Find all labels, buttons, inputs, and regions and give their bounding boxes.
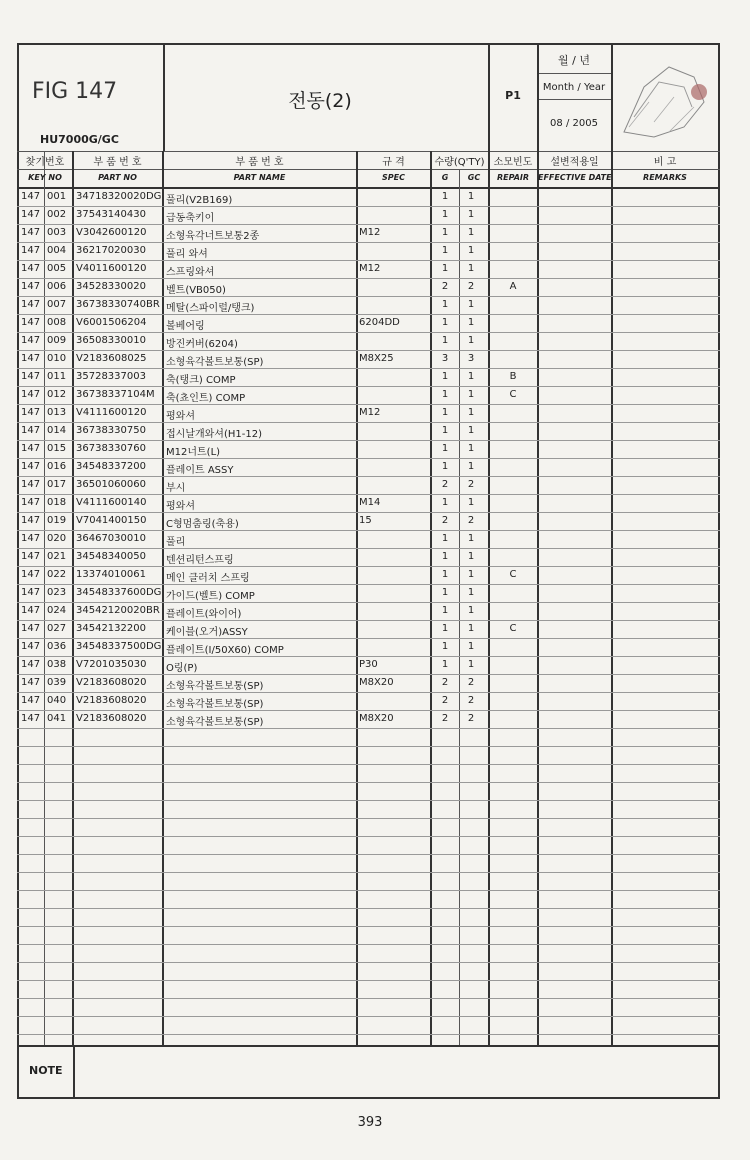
row-line xyxy=(17,890,720,891)
col-rem-kr: 비 고 xyxy=(653,157,677,168)
table-row xyxy=(0,188,750,206)
row-qty-gc: 1 xyxy=(467,407,475,418)
row-qty-gc: 1 xyxy=(467,425,475,436)
row-line xyxy=(17,944,720,945)
month-year-label-kr: 월 / 년 xyxy=(558,54,590,67)
table-row xyxy=(0,584,750,602)
row-part-name: C형멈춤링(축용) xyxy=(166,519,239,530)
row-line xyxy=(17,818,720,819)
table-row xyxy=(0,494,750,512)
table-row xyxy=(0,260,750,278)
row-key: 017 xyxy=(47,479,67,490)
row-line xyxy=(17,764,720,765)
row-part-name: 소형육각너트보통2종 xyxy=(166,231,260,242)
row-part-no: 34542120020BR xyxy=(76,605,160,616)
table-row xyxy=(0,242,750,260)
row-spec: M12 xyxy=(359,227,381,238)
row-spec: M12 xyxy=(359,263,381,274)
month-year-label-en: Month / Year xyxy=(542,82,606,93)
row-line xyxy=(17,926,720,927)
row-key: 003 xyxy=(47,227,67,238)
row-fig: 147 xyxy=(21,317,41,328)
row-part-no: V2183608020 xyxy=(76,713,147,724)
row-key: 002 xyxy=(47,209,67,220)
row-qty-gc: 1 xyxy=(467,263,475,274)
row-qty-g: 1 xyxy=(441,425,449,436)
row-line xyxy=(17,1034,720,1035)
row-fig: 147 xyxy=(21,677,41,688)
row-part-name: 풀리(V2B169) xyxy=(166,195,233,206)
row-line xyxy=(17,980,720,981)
table-row xyxy=(0,440,750,458)
column-header-divider xyxy=(17,169,720,170)
row-qty-g: 1 xyxy=(441,461,449,472)
row-line xyxy=(17,728,720,729)
row-part-no: 35728337003 xyxy=(76,371,146,382)
header-divider xyxy=(17,151,720,152)
row-fig: 147 xyxy=(21,443,41,454)
table-row xyxy=(0,332,750,350)
row-key: 004 xyxy=(47,245,67,256)
row-part-no: V2183608020 xyxy=(76,677,147,688)
row-spec: 6204DD xyxy=(359,317,400,328)
table-row xyxy=(0,620,750,638)
row-fig: 147 xyxy=(21,407,41,418)
row-qty-g: 1 xyxy=(441,569,449,580)
row-fig: 147 xyxy=(21,479,41,490)
row-key: 040 xyxy=(47,695,67,706)
row-line xyxy=(17,1016,720,1017)
row-qty-g: 1 xyxy=(441,335,449,346)
row-key: 020 xyxy=(47,533,67,544)
row-key: 014 xyxy=(47,425,67,436)
row-part-no: 34548337200 xyxy=(76,461,146,472)
row-part-no: 36217020030 xyxy=(76,245,146,256)
row-fig: 147 xyxy=(21,353,41,364)
row-qty-gc: 2 xyxy=(467,479,475,490)
row-fig: 147 xyxy=(21,191,41,202)
row-part-no: 37543140430 xyxy=(76,209,146,220)
row-part-no: 36738330760 xyxy=(76,443,146,454)
row-part-no: V6001506204 xyxy=(76,317,147,328)
row-part-no: 13374010061 xyxy=(76,569,146,580)
table-row xyxy=(0,692,750,710)
page-title: 전동(2) xyxy=(288,90,352,112)
table-row xyxy=(0,350,750,368)
row-key: 007 xyxy=(47,299,67,310)
row-part-name: 소형육각볼트보통(SP) xyxy=(166,357,264,368)
row-line xyxy=(17,962,720,963)
col-gc: GC xyxy=(467,173,481,182)
row-part-name: O링(P) xyxy=(166,663,198,674)
row-spec: P30 xyxy=(359,659,378,670)
note-label: NOTE xyxy=(29,1064,63,1077)
row-part-name: M12너트(L) xyxy=(166,447,221,458)
row-part-name: 텐션리턴스프링 xyxy=(166,555,234,566)
row-part-no: V2183608025 xyxy=(76,353,147,364)
row-qty-g: 1 xyxy=(441,209,449,220)
row-part-no: 36508330010 xyxy=(76,335,146,346)
table-row xyxy=(0,656,750,674)
note-divider xyxy=(73,1045,75,1099)
col-spec-kr: 규 격 xyxy=(382,157,405,168)
row-key: 006 xyxy=(47,281,67,292)
row-part-name: 풀리 xyxy=(166,537,186,548)
row-key: 024 xyxy=(47,605,67,616)
row-repair: A xyxy=(509,281,517,292)
row-spec: 15 xyxy=(359,515,372,526)
row-line xyxy=(17,836,720,837)
col-name-en: PART NAME xyxy=(233,173,286,182)
row-qty-gc: 1 xyxy=(467,569,475,580)
row-qty-gc: 2 xyxy=(467,695,475,706)
row-qty-gc: 1 xyxy=(467,497,475,508)
row-qty-gc: 1 xyxy=(467,191,475,202)
row-line xyxy=(17,782,720,783)
row-qty-g: 1 xyxy=(441,623,449,634)
row-qty-gc: 1 xyxy=(467,587,475,598)
row-key: 005 xyxy=(47,263,67,274)
row-qty-g: 1 xyxy=(441,587,449,598)
row-fig: 147 xyxy=(21,551,41,562)
row-qty-gc: 1 xyxy=(467,245,475,256)
row-key: 027 xyxy=(47,623,67,634)
row-part-name: 케이블(오거)ASSY xyxy=(166,627,248,638)
row-fig: 147 xyxy=(21,659,41,670)
row-fig: 147 xyxy=(21,605,41,616)
row-repair: C xyxy=(509,623,517,634)
row-qty-gc: 1 xyxy=(467,371,475,382)
row-fig: 147 xyxy=(21,335,41,346)
fig-number: FIG 147 xyxy=(32,79,118,104)
row-fig: 147 xyxy=(21,281,41,292)
row-qty-g: 2 xyxy=(441,677,449,688)
row-spec: M8X20 xyxy=(359,677,394,688)
row-qty-gc: 2 xyxy=(467,677,475,688)
row-part-no: 34548340050 xyxy=(76,551,146,562)
row-qty-g: 2 xyxy=(441,713,449,724)
row-qty-g: 1 xyxy=(441,533,449,544)
row-fig: 147 xyxy=(21,299,41,310)
row-fig: 147 xyxy=(21,641,41,652)
row-qty-g: 1 xyxy=(441,551,449,562)
row-repair: C xyxy=(509,569,517,580)
row-qty-gc: 1 xyxy=(467,623,475,634)
row-part-name: 급동축키이 xyxy=(166,213,215,224)
row-key: 010 xyxy=(47,353,67,364)
row-qty-gc: 1 xyxy=(467,227,475,238)
table-row xyxy=(0,476,750,494)
col-key-kr: 찾기번호 xyxy=(25,157,65,168)
row-qty-gc: 2 xyxy=(467,281,475,292)
col-spec-en: SPEC xyxy=(382,173,405,182)
row-qty-gc: 1 xyxy=(467,533,475,544)
row-spec: M14 xyxy=(359,497,381,508)
row-part-no: V7201035030 xyxy=(76,659,147,670)
row-part-no: V4111600140 xyxy=(76,497,147,508)
row-spec: M12 xyxy=(359,407,381,418)
row-part-no: 34718320020DG xyxy=(76,191,162,202)
row-line xyxy=(17,998,720,999)
table-row xyxy=(0,602,750,620)
row-line xyxy=(17,746,720,747)
row-qty-gc: 1 xyxy=(467,659,475,670)
row-key: 036 xyxy=(47,641,67,652)
row-part-no: 34542132200 xyxy=(76,623,146,634)
col-rem-en: REMARKS xyxy=(643,173,687,182)
row-repair: C xyxy=(509,389,517,400)
table-row xyxy=(0,296,750,314)
row-fig: 147 xyxy=(21,263,41,274)
row-fig: 147 xyxy=(21,515,41,526)
col-g: G xyxy=(441,173,449,182)
row-part-name: 메인 클러치 스프링 xyxy=(166,573,250,584)
row-part-no: 34548337500DG xyxy=(76,641,162,652)
row-part-no: V2183608020 xyxy=(76,695,147,706)
row-part-name: 소형육각볼트보통(SP) xyxy=(166,699,264,710)
row-part-no: V4011600120 xyxy=(76,263,147,274)
row-fig: 147 xyxy=(21,389,41,400)
table-row xyxy=(0,566,750,584)
row-qty-gc: 3 xyxy=(467,353,475,364)
row-fig: 147 xyxy=(21,461,41,472)
col-part-kr: 부 품 번 호 xyxy=(93,157,142,168)
row-key: 041 xyxy=(47,713,67,724)
page-code: P1 xyxy=(505,89,521,102)
row-fig: 147 xyxy=(21,587,41,598)
row-qty-g: 1 xyxy=(441,641,449,652)
row-line xyxy=(17,908,720,909)
row-part-no: 36501060060 xyxy=(76,479,146,490)
machine-thumbnail-icon xyxy=(614,47,716,147)
row-qty-g: 1 xyxy=(441,389,449,400)
row-qty-g: 1 xyxy=(441,191,449,202)
row-qty-g: 1 xyxy=(441,605,449,616)
row-part-name: 방진커버(6204) xyxy=(166,339,238,350)
row-key: 018 xyxy=(47,497,67,508)
row-qty-gc: 1 xyxy=(467,317,475,328)
row-part-name: 소형육각볼트보통(SP) xyxy=(166,717,264,728)
row-part-no: 34548337600DG xyxy=(76,587,162,598)
row-fig: 147 xyxy=(21,245,41,256)
row-part-name: 플레이트(I/50X60) COMP xyxy=(166,645,284,656)
row-qty-gc: 1 xyxy=(467,209,475,220)
row-part-name: 소형육각볼트보통(SP) xyxy=(166,681,264,692)
row-qty-g: 1 xyxy=(441,407,449,418)
note-top-line xyxy=(17,1045,720,1047)
row-qty-g: 2 xyxy=(441,695,449,706)
row-fig: 147 xyxy=(21,623,41,634)
table-row xyxy=(0,368,750,386)
row-fig: 147 xyxy=(21,497,41,508)
row-key: 022 xyxy=(47,569,67,580)
row-qty-gc: 1 xyxy=(467,605,475,616)
row-fig: 147 xyxy=(21,695,41,706)
row-fig: 147 xyxy=(21,713,41,724)
table-row xyxy=(0,422,750,440)
row-qty-g: 1 xyxy=(441,263,449,274)
row-qty-gc: 1 xyxy=(467,641,475,652)
row-qty-g: 1 xyxy=(441,299,449,310)
row-repair: B xyxy=(509,371,517,382)
col-eff-kr: 설변적용일 xyxy=(550,157,599,168)
table-row xyxy=(0,512,750,530)
row-qty-gc: 1 xyxy=(467,443,475,454)
row-key: 039 xyxy=(47,677,67,688)
row-part-no: 36738330750 xyxy=(76,425,146,436)
row-qty-gc: 1 xyxy=(467,461,475,472)
row-key: 019 xyxy=(47,515,67,526)
row-qty-gc: 2 xyxy=(467,713,475,724)
table-row xyxy=(0,638,750,656)
row-qty-g: 1 xyxy=(441,227,449,238)
row-qty-g: 1 xyxy=(441,245,449,256)
row-fig: 147 xyxy=(21,425,41,436)
row-qty-g: 1 xyxy=(441,443,449,454)
row-qty-g: 1 xyxy=(441,497,449,508)
month-year-divider xyxy=(537,73,611,74)
row-line xyxy=(17,872,720,873)
row-qty-gc: 2 xyxy=(467,515,475,526)
table-row xyxy=(0,674,750,692)
table-row xyxy=(0,458,750,476)
row-key: 012 xyxy=(47,389,67,400)
model-name: HU7000G/GC xyxy=(40,133,119,146)
row-part-no: 36467030010 xyxy=(76,533,146,544)
table-row xyxy=(0,530,750,548)
row-part-no: 36738330740BR xyxy=(76,299,160,310)
row-part-name: 풀리 와셔 xyxy=(166,249,208,260)
col-repair-kr: 소모빈도 xyxy=(493,157,533,168)
row-part-no: V4111600120 xyxy=(76,407,147,418)
row-key: 008 xyxy=(47,317,67,328)
row-key: 038 xyxy=(47,659,67,670)
header-vline-4 xyxy=(611,43,613,151)
table-row xyxy=(0,404,750,422)
col-part-en: PART NO xyxy=(98,173,137,182)
row-qty-g: 2 xyxy=(441,281,449,292)
header-vline-1 xyxy=(163,43,165,151)
table-row xyxy=(0,314,750,332)
col-name-kr: 부 품 번 호 xyxy=(235,157,284,168)
col-repair-en: REPAIR xyxy=(496,173,530,182)
row-qty-gc: 1 xyxy=(467,389,475,400)
table-row xyxy=(0,386,750,404)
row-key: 013 xyxy=(47,407,67,418)
row-part-no: 36738337104M xyxy=(76,389,155,400)
table-row xyxy=(0,224,750,242)
row-qty-gc: 1 xyxy=(467,299,475,310)
row-part-name: 평와셔 xyxy=(166,411,195,422)
row-line xyxy=(17,854,720,855)
col-qty-kr: 수량(Q'TY) xyxy=(434,157,485,168)
row-part-no: 34528330020 xyxy=(76,281,146,292)
row-fig: 147 xyxy=(21,227,41,238)
row-qty-g: 3 xyxy=(441,353,449,364)
row-part-name: 축(쵸인트) COMP xyxy=(166,393,246,404)
row-spec: M8X20 xyxy=(359,713,394,724)
row-fig: 147 xyxy=(21,569,41,580)
col-eff-en: EFFECTIVE DATE xyxy=(538,173,612,182)
row-fig: 147 xyxy=(21,371,41,382)
row-key: 015 xyxy=(47,443,67,454)
row-key: 016 xyxy=(47,461,67,472)
row-part-name: 스프링와셔 xyxy=(166,267,215,278)
issue-date: 08 / 2005 xyxy=(550,118,598,129)
row-part-no: V3042600120 xyxy=(76,227,147,238)
row-part-name: 볼베어링 xyxy=(166,321,205,332)
row-qty-g: 1 xyxy=(441,371,449,382)
page-number: 393 xyxy=(357,1115,383,1130)
table-row xyxy=(0,548,750,566)
row-qty-g: 2 xyxy=(441,479,449,490)
row-part-name: 축(탱크) COMP xyxy=(166,375,236,386)
table-row xyxy=(0,278,750,296)
row-key: 001 xyxy=(47,191,67,202)
row-part-name: 부시 xyxy=(166,483,186,494)
row-key: 011 xyxy=(47,371,67,382)
row-qty-g: 1 xyxy=(441,317,449,328)
row-key: 023 xyxy=(47,587,67,598)
row-part-no: V7041400150 xyxy=(76,515,147,526)
table-row xyxy=(0,710,750,728)
row-line xyxy=(17,800,720,801)
row-qty-gc: 1 xyxy=(467,551,475,562)
row-part-name: 벨트(VB050) xyxy=(166,285,226,296)
month-year-divider-2 xyxy=(537,99,611,100)
row-fig: 147 xyxy=(21,209,41,220)
row-part-name: 메탈(스파이럴/탱크) xyxy=(166,303,255,314)
row-part-name: 접시날개와셔(H1-12) xyxy=(166,429,262,440)
row-part-name: 플레이트(와이어) xyxy=(166,609,242,620)
row-key: 021 xyxy=(47,551,67,562)
row-qty-g: 2 xyxy=(441,515,449,526)
row-qty-g: 1 xyxy=(441,659,449,670)
row-part-name: 평와셔 xyxy=(166,501,195,512)
row-part-name: 가이드(벨트) COMP xyxy=(166,591,255,602)
row-spec: M8X25 xyxy=(359,353,394,364)
col-key-en: KEY NO xyxy=(28,173,62,182)
row-part-name: 플레이트 ASSY xyxy=(166,465,234,476)
row-fig: 147 xyxy=(21,533,41,544)
row-key: 009 xyxy=(47,335,67,346)
table-row xyxy=(0,206,750,224)
row-qty-gc: 1 xyxy=(467,335,475,346)
